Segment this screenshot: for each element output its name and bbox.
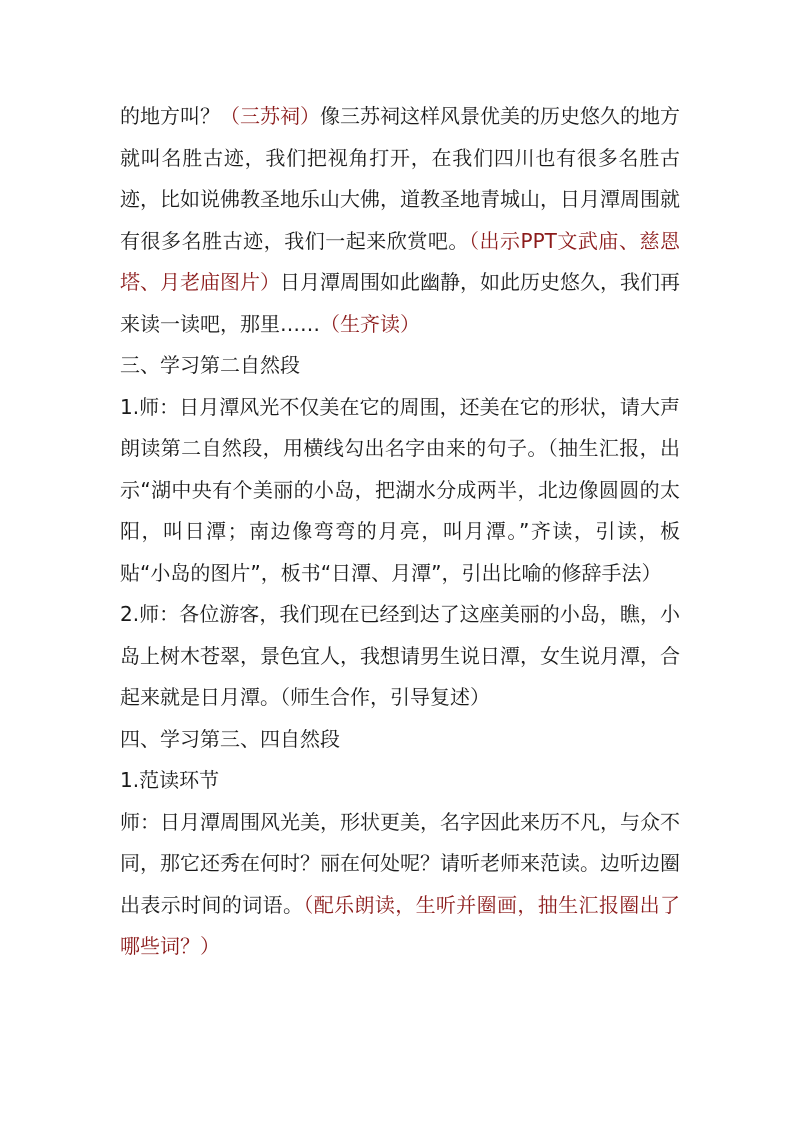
annotation-answer: （三苏祠） — [220, 104, 320, 128]
section-heading-3: 三、学习第二自然段 — [120, 353, 300, 377]
paragraph-shape: 1.师：日月潭风光不仅美在它的周围，还美在它的形状，请大声朗读第二自然段，用横线勾出名字由来的句子。（抽生汇报，出示“湖中央有个美丽的小岛，把湖水分成两半，北边像圆圆的太阳，叫日潭；南边像弯弯的月亮，叫月潭。”齐读，引读，板贴“小岛的图片”，板书“日潭、月潭”，引出比喻的修辞手法） — [120, 394, 680, 585]
paragraph-island: 2.师：各位游客，我们现在已经到达了这座美丽的小岛，瞧，小岛上树木苍翠，景色宜人，我想请男生说日潭，女生说月潭，合起来就是日月潭。（师生合作，引导复述） — [120, 602, 680, 709]
paragraph-text: 日月潭周围如此幽静，如此历史悠久，我们再来读一读吧，那里…… — [120, 270, 680, 336]
section-heading-4: 四、学习第三、四自然段 — [120, 726, 340, 751]
paragraph-text: 像三苏祠这样风景优美的历史悠久的地方就叫名胜古迹，我们把视角打开，在我们四川也有很多名胜古迹，比如说佛教圣地乐山大佛，道教圣地青城山，日月潭周围就有很多名胜古迹，我们一起来欣赏吧。 — [120, 104, 680, 253]
annotation-ppt: （出示PPT文武庙、慈恩塔、月老庙图片） — [120, 228, 681, 294]
annotation-read-together: （生齐读） — [320, 311, 420, 336]
annotation-music-reading: （配乐朗读，生听并圈画，抽生汇报圈出了哪些词？） — [120, 892, 681, 958]
paragraph-teacher-reading — [120, 802, 680, 968]
subheading-model-reading: 1.范读环节 — [120, 768, 220, 792]
document-body — [120, 96, 680, 968]
paragraph-text: 的地方叫？ — [120, 104, 220, 128]
paragraph-text: 师：日月潭周围风光美，形状更美，名字因此来历不凡，与众不同，那它还秀在何时？丽在何处呢？请听老师来范读。边听边圈出表示时间的词语。 — [120, 809, 680, 917]
paragraph-sansuci — [120, 96, 680, 345]
